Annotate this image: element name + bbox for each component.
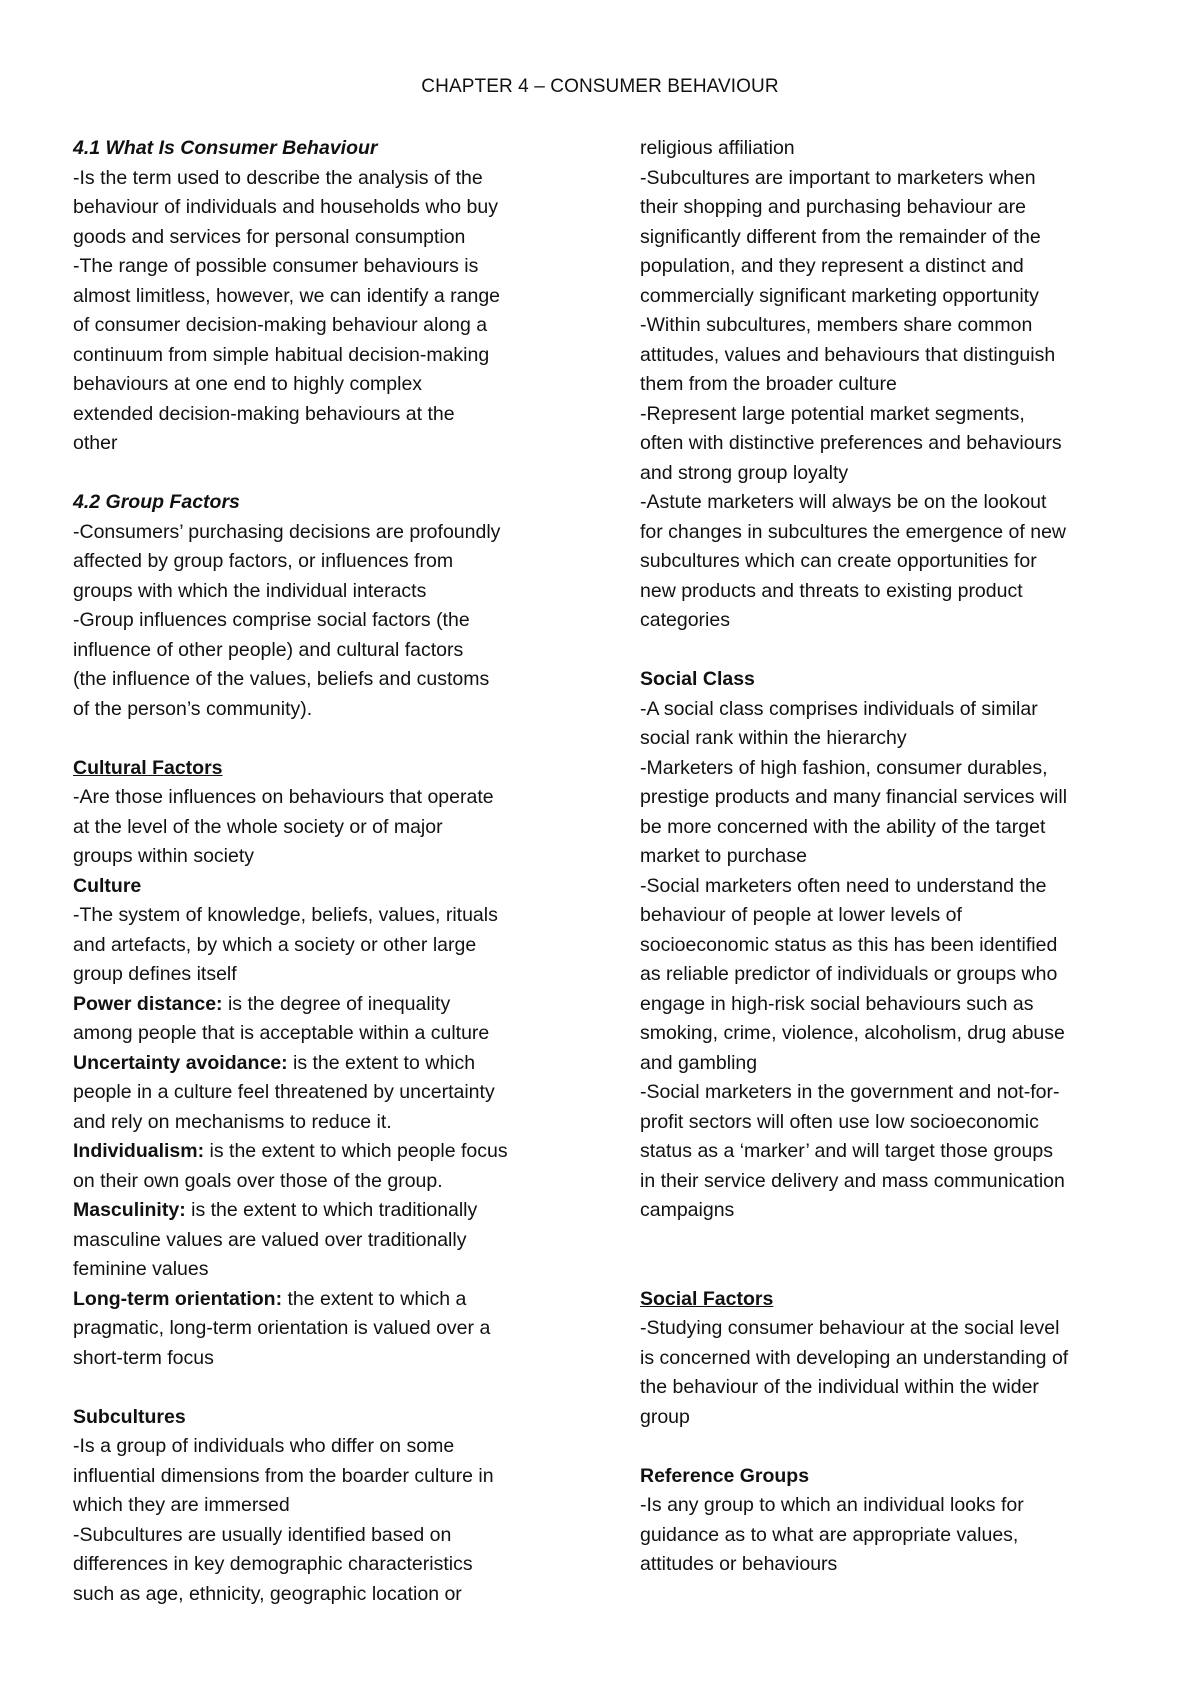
text-line: categories xyxy=(640,609,730,631)
definition-text: is the extent to which traditionally xyxy=(185,1199,478,1221)
term-masculinity: Masculinity: xyxy=(73,1199,186,1221)
paragraph-gap xyxy=(73,1373,603,1403)
text-line: -A social class comprises individuals of similar xyxy=(640,697,1038,720)
cultural-factors-body xyxy=(73,783,603,872)
section-4-1-body xyxy=(73,164,603,459)
text-line: for changes in subcultures the emergence of new xyxy=(640,520,1067,543)
definition-text: the extent to which a xyxy=(282,1287,467,1310)
text-line: of consumer decision-making behaviour along a xyxy=(73,314,488,336)
text-line: campaigns xyxy=(640,1199,735,1221)
text-line: in their service delivery and mass communication xyxy=(640,1169,1065,1192)
text-line: behaviour of people at lower levels of xyxy=(640,904,962,926)
text-line: new products and threats to existing product xyxy=(640,579,1023,602)
text-line: religious affiliation xyxy=(640,137,795,159)
text-line: influential dimensions from the boarder culture in xyxy=(73,1464,494,1487)
text-line: -Studying consumer behaviour at the social level xyxy=(640,1317,1060,1339)
text-line: such as age, ethnicity, geographic location or xyxy=(73,1582,462,1605)
text-line: profit sectors will often use low socioeconomic xyxy=(640,1110,1039,1133)
text-line: commercially significant marketing opportunity xyxy=(640,284,1039,307)
text-line: significantly different from the remainder of the xyxy=(640,225,1041,248)
social-factors-heading: Social Factors xyxy=(640,1287,774,1310)
text-line: their shopping and purchasing behaviour are xyxy=(640,196,1026,218)
text-line: feminine values xyxy=(73,1258,209,1280)
text-line: pragmatic, long-term orientation is valued over a xyxy=(73,1317,491,1339)
text-line: attitudes or behaviours xyxy=(640,1553,838,1575)
individualism-definition xyxy=(73,1137,603,1167)
text-line: among people that is acceptable within a culture xyxy=(73,1022,490,1044)
text-line: people in a culture feel threatened by uncertainty xyxy=(73,1081,495,1103)
text-line: -Social marketers in the government and not-for- xyxy=(640,1081,1060,1103)
culture-heading: Culture xyxy=(73,874,142,897)
text-line: behaviours at one end to highly complex xyxy=(73,373,423,395)
uncertainty-avoidance-definition xyxy=(73,1049,603,1079)
text-line: at the level of the whole society or of major xyxy=(73,815,443,838)
section-heading-4-2: 4.2 Group Factors xyxy=(73,491,240,513)
social-class-heading: Social Class xyxy=(640,668,755,690)
text-line: behaviour of individuals and households who buy xyxy=(73,196,498,218)
text-line: groups with which the individual interacts xyxy=(73,579,427,602)
subcultures-continued-body xyxy=(640,134,1140,636)
term-power-distance: Power distance: xyxy=(73,992,223,1015)
text-line: on their own goals over those of the group. xyxy=(73,1169,443,1192)
paragraph-gap xyxy=(73,459,603,489)
section-4-2-body xyxy=(73,518,603,725)
definition-text: is the extent to which xyxy=(287,1051,476,1074)
text-line: as reliable predictor of individuals or groups who xyxy=(640,963,1058,985)
paragraph-gap xyxy=(640,1432,1140,1462)
masculinity-definition xyxy=(73,1196,603,1226)
text-line: differences in key demographic characteristics xyxy=(73,1553,473,1575)
subcultures-body xyxy=(73,1432,603,1609)
text-line: prestige products and many financial services will xyxy=(640,786,1068,808)
text-line: short-term focus xyxy=(73,1346,214,1369)
paragraph-gap xyxy=(640,636,1140,666)
text-line: often with distinctive preferences and behaviours xyxy=(640,432,1062,454)
chapter-title: CHAPTER 4 – CONSUMER BEHAVIOUR xyxy=(421,76,779,97)
text-line: engage in high-risk social behaviours such as xyxy=(640,992,1034,1015)
section-heading-4-1: 4.1 What Is Consumer Behaviour xyxy=(73,137,378,159)
subcultures-heading: Subcultures xyxy=(73,1405,186,1428)
text-line: -Subcultures are usually identified based on xyxy=(73,1523,452,1546)
text-line: goods and services for personal consumption xyxy=(73,225,466,248)
text-line: group defines itself xyxy=(73,963,237,985)
text-line: continuum from simple habitual decision-making xyxy=(73,343,490,366)
text-line: guidance as to what are appropriate values, xyxy=(640,1523,1019,1546)
term-individualism: Individualism: xyxy=(73,1140,205,1162)
text-line: of the person’s community). xyxy=(73,697,313,720)
text-line: and gambling xyxy=(640,1051,758,1074)
long-term-orientation-definition xyxy=(73,1285,603,1315)
text-line: almost limitless, however, we can identify a range xyxy=(73,284,501,307)
text-line: -Represent large potential market segments, xyxy=(640,402,1025,425)
left-column xyxy=(73,134,603,1609)
text-line: -Is any group to which an individual looks for xyxy=(640,1494,1024,1516)
text-line: subcultures which can create opportunities for xyxy=(640,550,1037,572)
text-line: groups within society xyxy=(73,845,255,867)
text-line: influence of other people) and cultural factors xyxy=(73,638,464,661)
text-line: -Astute marketers will always be on the lookout xyxy=(640,491,1047,513)
text-line: extended decision-making behaviours at the xyxy=(73,402,455,425)
text-line: masculine values are valued over traditionally xyxy=(73,1228,467,1251)
text-line: -Marketers of high fashion, consumer durables, xyxy=(640,756,1048,779)
reference-groups-body xyxy=(640,1491,1140,1580)
text-line: -Are those influences on behaviours that operate xyxy=(73,786,494,808)
text-line: is concerned with developing an understanding of xyxy=(640,1346,1069,1369)
paragraph-gap xyxy=(640,1226,1140,1285)
definition-text: is the degree of inequality xyxy=(222,992,451,1015)
text-line: be more concerned with the ability of the target xyxy=(640,815,1046,838)
text-line: status as a ‘marker’ and will target those groups xyxy=(640,1140,1053,1162)
power-distance-definition xyxy=(73,990,603,1020)
text-line: and artefacts, by which a society or other large xyxy=(73,933,477,956)
definition-text: is the extent to which people focus xyxy=(204,1140,508,1162)
text-line: smoking, crime, violence, alcoholism, drug abuse xyxy=(640,1022,1065,1044)
text-line: -The system of knowledge, beliefs, values, rituals xyxy=(73,904,498,926)
text-line: the behaviour of the individual within the wider xyxy=(640,1376,1039,1398)
text-line: group xyxy=(640,1405,690,1428)
social-class-body xyxy=(640,695,1140,1226)
text-line: and rely on mechanisms to reduce it. xyxy=(73,1110,392,1133)
text-line: them from the broader culture xyxy=(640,373,897,395)
text-line: which they are immersed xyxy=(73,1494,290,1516)
text-line: attitudes, values and behaviours that distinguish xyxy=(640,343,1056,366)
text-line: population, and they represent a distinct and xyxy=(640,255,1024,277)
right-column xyxy=(640,134,1140,1580)
text-line: market to purchase xyxy=(640,845,807,867)
text-line: -Group influences comprise social factors (the xyxy=(73,609,470,631)
social-factors-body xyxy=(640,1314,1140,1432)
text-line: socioeconomic status as this has been identified xyxy=(640,933,1058,956)
text-line: and strong group loyalty xyxy=(640,461,849,484)
text-line: -Consumers’ purchasing decisions are profoundly xyxy=(73,520,501,543)
text-line: -The range of possible consumer behaviours is xyxy=(73,255,479,277)
text-line: -Is a group of individuals who differ on some xyxy=(73,1435,455,1457)
text-line: -Within subcultures, members share common xyxy=(640,314,1033,336)
text-line: other xyxy=(73,432,118,454)
text-line: -Social marketers often need to understand the xyxy=(640,874,1047,897)
text-line: (the influence of the values, beliefs and customs xyxy=(73,668,490,690)
text-line: -Subcultures are important to marketers when xyxy=(640,166,1036,189)
paragraph-gap xyxy=(73,724,603,754)
reference-groups-heading: Reference Groups xyxy=(640,1464,810,1487)
term-long-term-orientation: Long-term orientation: xyxy=(73,1287,283,1310)
culture-body xyxy=(73,901,603,990)
cultural-factors-heading: Cultural Factors xyxy=(73,756,223,779)
text-line: affected by group factors, or influences from xyxy=(73,550,454,572)
term-uncertainty-avoidance: Uncertainty avoidance: xyxy=(73,1051,288,1074)
text-line: -Is the term used to describe the analysis of the xyxy=(73,166,483,189)
text-line: social rank within the hierarchy xyxy=(640,727,907,749)
